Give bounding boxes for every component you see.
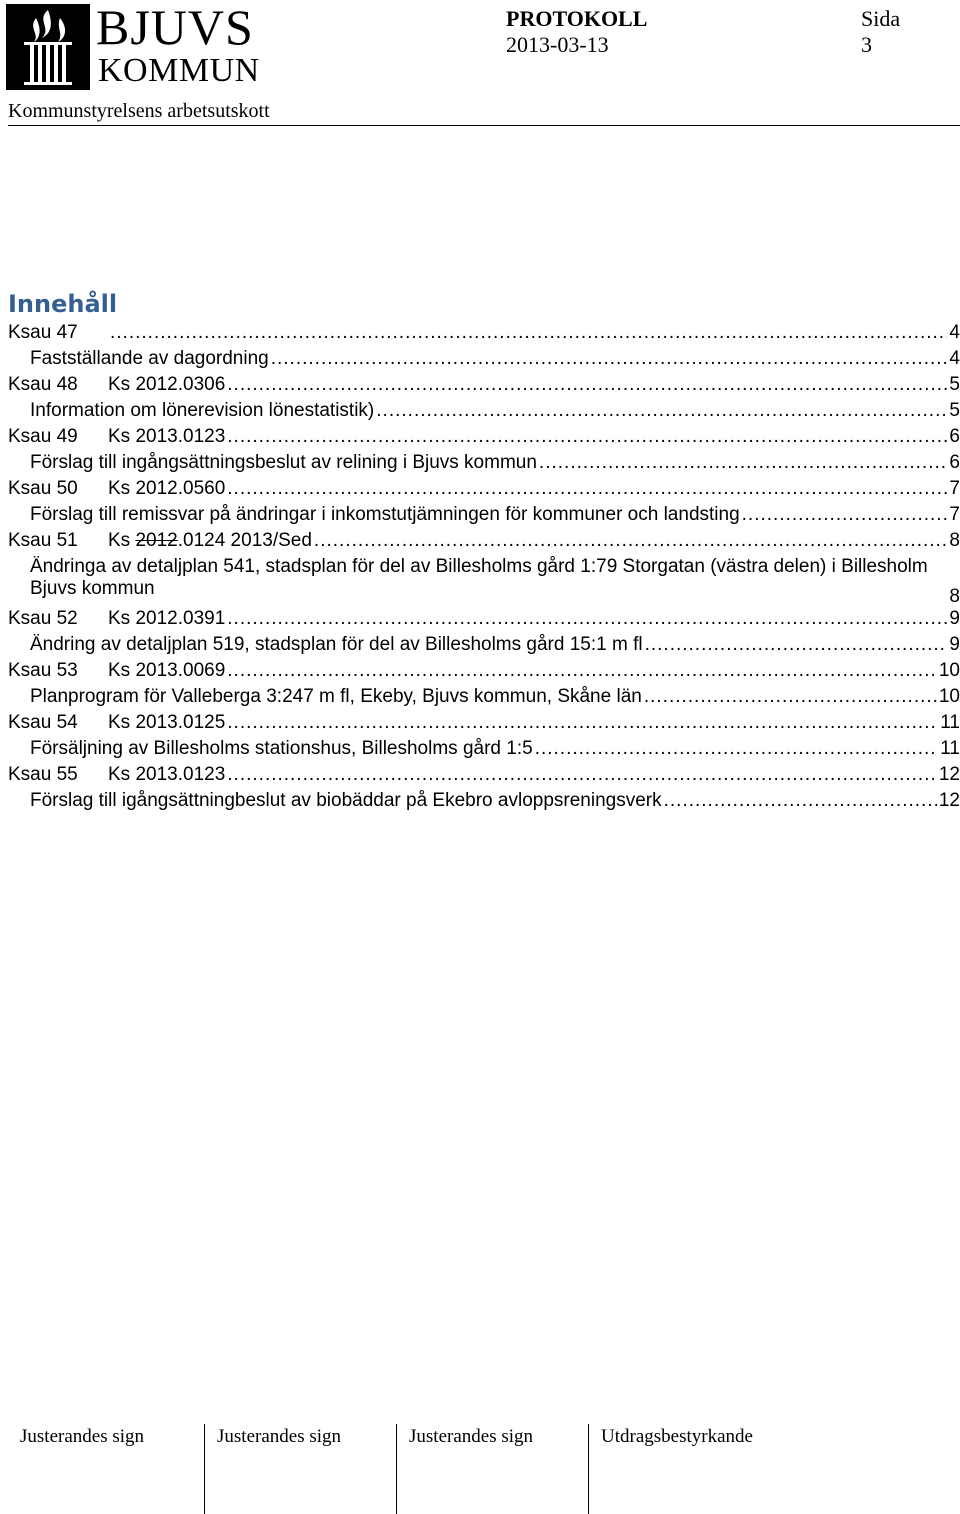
- toc-title: Planprogram för Valleberga 3:247 m fl, Ekeby, Bjuvs kommun, Skåne län: [30, 686, 642, 707]
- toc-entry-title[interactable]: [8, 738, 960, 764]
- toc-leader-dots: [742, 504, 948, 526]
- toc-entry-title[interactable]: [8, 504, 960, 530]
- certification-field: Utdragsbestyrkande: [588, 1424, 960, 1514]
- toc-title: Försäljning av Billesholms stationshus, Billesholms gård 1:5: [30, 738, 533, 759]
- bjuvs-kommun-logo: [6, 0, 260, 90]
- toc-case-ref: Ks 2013.0125: [108, 712, 226, 733]
- toc-entry-ksau-55[interactable]: [8, 764, 960, 790]
- toc-case-ref: Ks 2012.0560: [108, 478, 226, 499]
- toc-case-ref: Ks 2013.0123: [108, 764, 226, 785]
- toc-page-number: 9: [949, 608, 960, 629]
- toc-page-number: 10: [938, 686, 960, 707]
- page-label: Sida: [861, 6, 901, 31]
- toc-page-number: 4: [949, 348, 960, 369]
- toc-page-number: 12: [938, 790, 960, 811]
- toc-leader-dots: [227, 660, 937, 682]
- toc-ksau-id: Ksau 52: [8, 608, 78, 629]
- toc-page-number: 11: [940, 738, 960, 759]
- toc-title: Ändring av detaljplan 519, stadsplan för del av Billesholms gård 15:1 m fl: [30, 634, 643, 655]
- toc-entry-title[interactable]: [8, 400, 960, 426]
- toc-entry-ksau-47[interactable]: [8, 322, 960, 348]
- toc-page-number: 12: [938, 764, 960, 785]
- toc-entry-title[interactable]: [8, 556, 960, 608]
- toc-entry-ksau-53[interactable]: [8, 660, 960, 686]
- toc-leader-dots: [227, 478, 947, 500]
- toc-leader-dots: [539, 452, 948, 474]
- signature-footer: [8, 1424, 960, 1514]
- toc-entry-ksau-54[interactable]: [8, 712, 960, 738]
- signature-field-1: Justerandes sign: [20, 1426, 145, 1447]
- toc-page-number: 9: [949, 634, 960, 655]
- toc-page-number: 6: [949, 426, 960, 447]
- toc-page-number: 8: [949, 586, 960, 607]
- toc-page-number: 4: [949, 322, 960, 343]
- toc-leader-dots: [227, 764, 937, 786]
- toc-ksau-id: Ksau 50: [8, 478, 78, 499]
- toc-heading: Innehåll: [8, 290, 118, 318]
- signature-field-3: Justerandes sign: [396, 1424, 588, 1514]
- page-number: 3: [861, 32, 872, 57]
- toc-entry-title[interactable]: [8, 790, 960, 816]
- logo-wordmark-kommun: KOMMUN: [98, 52, 260, 89]
- toc-page-number: 5: [949, 400, 960, 421]
- toc-entry-ksau-48[interactable]: [8, 374, 960, 400]
- toc-page-number: 7: [949, 504, 960, 525]
- toc-leader-dots: [645, 634, 948, 656]
- toc-ksau-id: Ksau 47: [8, 322, 78, 343]
- page-header: [0, 0, 960, 128]
- organization-name: Kommunstyrelsens arbetsutskott: [8, 100, 270, 122]
- toc-ksau-id: Ksau 55: [8, 764, 78, 785]
- toc-page-number: 6: [949, 452, 960, 473]
- toc-title: Förslag till igångsättningbeslut av biobäddar på Ekebro avloppsreningsverk: [30, 790, 662, 811]
- toc-leader-dots: [644, 686, 937, 708]
- torch-emblem-icon: [6, 4, 90, 90]
- toc-leader-dots: [227, 426, 947, 448]
- logo-wordmark-bjuvs: BJUVS: [96, 0, 254, 55]
- toc-case-ref: Ks 2012.0306: [108, 374, 226, 395]
- toc-entry-title[interactable]: [8, 634, 960, 660]
- toc-title: Förslag till ingångsättningsbeslut av relining i Bjuvs kommun: [30, 452, 537, 473]
- toc-leader-dots: [314, 530, 948, 552]
- signature-field-2: Justerandes sign: [204, 1424, 396, 1514]
- header-divider: [8, 125, 960, 126]
- toc-title: Fastställande av dagordning: [30, 348, 269, 369]
- toc-case-ref: Ks 2013.0069: [108, 660, 226, 681]
- toc-title: Förslag till remissvar på ändringar i inkomstutjämningen för kommuner och landsting: [30, 504, 740, 525]
- toc-leader-dots: [535, 738, 939, 760]
- toc-page-number: 10: [938, 660, 960, 681]
- document-type: PROTOKOLL: [506, 6, 648, 31]
- toc-case-ref: Ks 2012.0391: [108, 608, 226, 629]
- toc-entry-title[interactable]: [8, 452, 960, 478]
- toc-entry-ksau-51[interactable]: [8, 530, 960, 556]
- toc-leader-dots: [110, 322, 947, 344]
- document-date: 2013-03-13: [506, 32, 609, 57]
- toc-leader-dots: [227, 712, 938, 734]
- toc-page-number: 5: [949, 374, 960, 395]
- toc-leader-dots: [271, 348, 948, 370]
- toc-case-ref: Ks 2013.0123: [108, 426, 226, 447]
- toc-ksau-id: Ksau 53: [8, 660, 78, 681]
- toc-leader-dots: [227, 608, 947, 630]
- toc-page-number: 8: [949, 530, 960, 551]
- toc-page-number: 11: [940, 712, 960, 733]
- toc-ksau-id: Ksau 49: [8, 426, 78, 447]
- toc-case-ref-prefix: Ks: [108, 530, 136, 551]
- toc-title: Information om lönerevision lönestatistik): [30, 400, 375, 421]
- toc-ksau-id: Ksau 54: [8, 712, 78, 733]
- toc-ksau-id: Ksau 48: [8, 374, 78, 395]
- toc-entry-title[interactable]: [8, 348, 960, 374]
- toc-page-number: 7: [949, 478, 960, 499]
- toc-leader-dots: [376, 400, 947, 422]
- toc-case-ref-suffix: .0124 2013/Sed: [177, 530, 312, 551]
- toc-leader-dots: [664, 790, 937, 812]
- table-of-contents: [8, 290, 960, 816]
- toc-entry-ksau-49[interactable]: [8, 426, 960, 452]
- toc-leader-dots: [227, 374, 947, 396]
- toc-list: [8, 322, 960, 816]
- toc-entry-ksau-52[interactable]: [8, 608, 960, 634]
- toc-entry-ksau-50[interactable]: [8, 478, 960, 504]
- toc-case-ref-struck: 2012: [135, 530, 178, 551]
- toc-ksau-id: Ksau 51: [8, 530, 78, 551]
- toc-title: Ändringa av detaljplan 541, stadsplan för del av Billesholms gård 1:79 Storgatan (västra delen) i Billesholm Bjuvs kommun: [30, 556, 928, 599]
- toc-entry-title[interactable]: [8, 686, 960, 712]
